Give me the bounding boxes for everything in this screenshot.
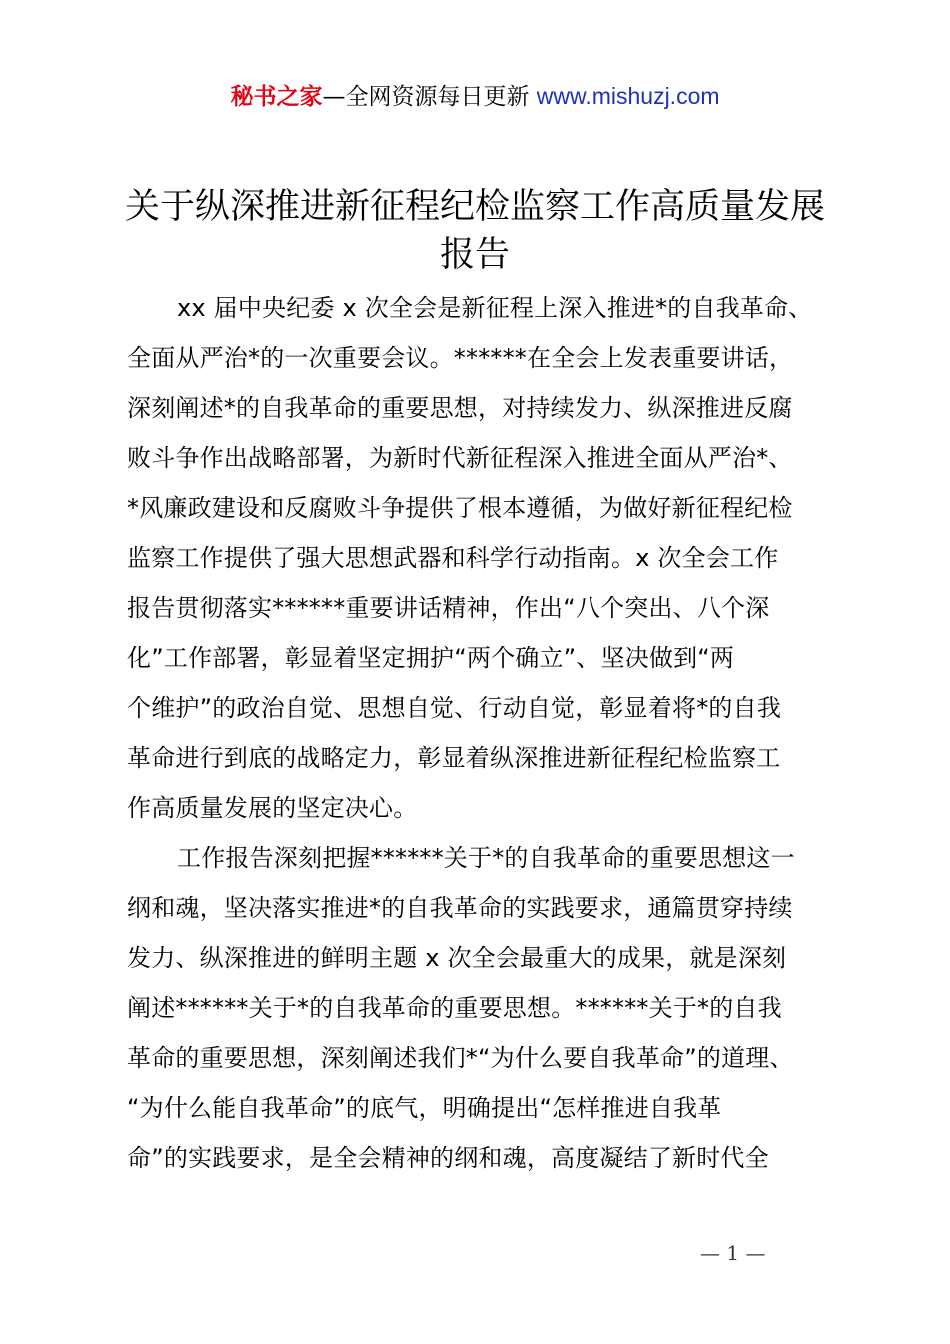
text-line: 发力、纵深推进的鲜明主题 x 次全会最重大的成果，就是深刻 [127, 944, 787, 972]
site-url-link[interactable]: www.mishuzj.com [536, 83, 720, 109]
paragraph-2 [127, 833, 835, 1183]
text-line: 报告贯彻落实******重要讲话精神，作出“八个突出、八个深 [127, 594, 770, 622]
text-line: 化”工作部署，彰显着坚定拥护“两个确立”、坚决做到“两 [127, 644, 735, 672]
text-line: 监察工作提供了强大思想武器和科学行动指南。x 次全会工作 [127, 544, 779, 572]
site-header [0, 80, 950, 113]
text-line: 工作报告深刻把握******关于*的自我革命的重要思想这一 [177, 844, 795, 872]
text-line: 败斗争作出战略部署，为新时代新征程深入推进全面从严治*、 [127, 444, 793, 472]
text-line: 深刻阐述*的自我革命的重要思想，对持续发力、纵深推进反腐 [127, 394, 793, 422]
text-line: 个维护”的政治自觉、思想自觉、行动自觉，彰显着将*的自我 [127, 694, 782, 722]
title-line-1: 关于纵深推进新征程纪检监察工作高质量发展 [124, 187, 825, 227]
site-brand: 秘书之家 [230, 84, 323, 110]
paragraph-1 [127, 283, 835, 833]
site-tagline: —全网资源每日更新 [322, 84, 537, 110]
document-title [100, 183, 850, 279]
text-line: 纲和魂，坚决落实推进*的自我革命的实践要求，通篇贯穿持续 [127, 894, 793, 922]
text-line: 全面从严治*的一次重要会议。******在全会上发表重要讲话， [127, 344, 794, 372]
text-line: 命”的实践要求，是全会精神的纲和魂，高度凝结了新时代全 [127, 1144, 769, 1172]
text-line: *风廉政建设和反腐败斗争提供了根本遵循，为做好新征程纪检 [127, 494, 793, 522]
document-body [127, 283, 835, 1183]
text-line: 革命进行到底的战略定力，彰显着纵深推进新征程纪检监察工 [127, 744, 781, 772]
text-line: xx 届中央纪委 x 次全会是新征程上深入推进*的自我革命、 [177, 294, 813, 322]
text-line: 革命的重要思想，深刻阐述我们*“为什么要自我革命”的道理、 [127, 1044, 794, 1072]
title-line-2: 报告 [439, 235, 510, 275]
text-line: 作高质量发展的坚定决心。 [127, 794, 418, 822]
text-line: 阐述******关于*的自我革命的重要思想。******关于*的自我 [127, 994, 782, 1022]
text-line: “为什么能自我革命”的底气，明确提出“怎样推进自我革 [127, 1094, 722, 1122]
page-number: — 1 — [700, 1241, 766, 1265]
